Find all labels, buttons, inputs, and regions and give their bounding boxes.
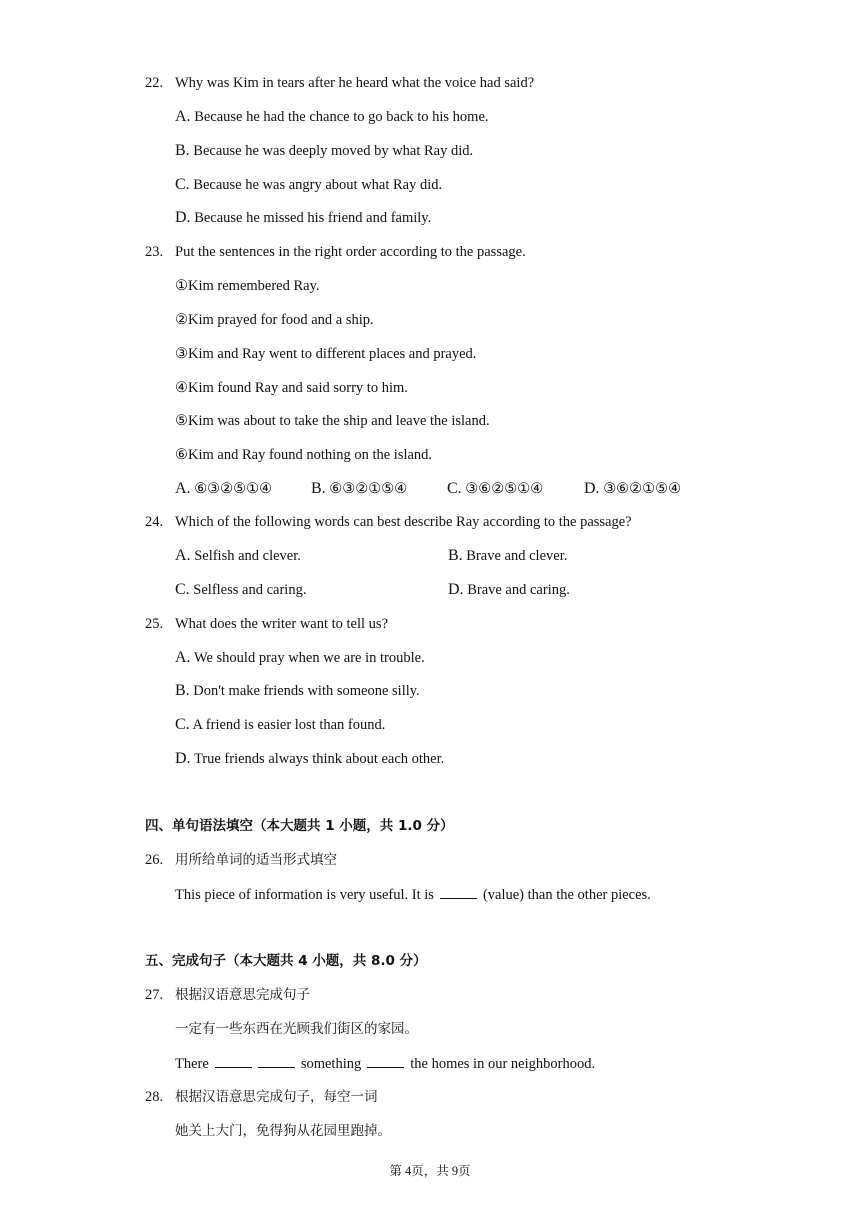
question-number: 27. [145,987,164,1003]
answer-blank[interactable] [367,1053,404,1068]
sentence-item: ①Kim remembered Ray. [175,278,320,294]
sentence-item: ⑤Kim was about to take the ship and leave the island. [175,413,490,429]
option-letter: D. [584,480,600,497]
question-text: What does the writer want to tell us? [175,616,389,632]
question-number: 25. [145,616,164,632]
page-footer: 第 4页，共 9页 [389,1164,471,1178]
option-c [175,175,442,195]
sentence-middle: something [300,1056,362,1072]
option-letter: D. [175,209,191,226]
option-text: Brave and caring. [467,582,570,598]
option-text: Don't make friends with someone silly. [193,683,420,699]
option-d [175,208,431,228]
question-number: 26. [145,852,164,868]
option-letter: D. [175,750,191,767]
option-letter: A. [175,108,191,125]
option-text: Selfish and clever. [194,548,301,564]
option-b [175,141,473,161]
option-text: True friends always think about each other. [193,751,445,767]
sentence-item: ⑥Kim and Ray found nothing on the island. [175,447,433,463]
sentence-end: the homes in our neighborhood. [410,1056,596,1072]
option-text: ③⑥②①⑤④ [603,481,682,497]
option-letter: C. [175,581,190,598]
answer-blank[interactable] [440,884,477,899]
option-text: Selfless and caring. [193,582,307,598]
option-text: ③⑥②⑤①④ [465,481,544,497]
question-text: Put the sentences in the right order according to the passage. [175,244,526,260]
option-a [175,546,301,566]
option-d [448,580,570,600]
option-d [584,479,681,499]
question-text: Which of the following words can best describe Ray according to the passage? [175,514,632,530]
sentence-item: ③Kim and Ray went to different places and prayed. [175,346,477,362]
option-text: ⑥③②⑤①④ [194,481,273,497]
section-heading: 四、单句语法填空（本大题共 1 小题，共 1.0 分） [145,818,454,834]
chinese-sentence: 她关上大门，免得狗从花园里跑掉。 [175,1123,391,1139]
sentence-item: ②Kim prayed for food and a ship. [175,312,374,328]
sentence-start: There [175,1056,209,1072]
option-text: Brave and clever. [466,548,568,564]
option-a [175,107,489,127]
option-c [175,715,385,735]
question-number: 24. [145,514,164,530]
option-letter: A. [175,480,191,497]
question-number: 28. [145,1089,164,1105]
option-text: ⑥③②①⑤④ [329,481,408,497]
question-text: 用所给单词的适当形式填空 [175,852,337,868]
question-text: 根据汉语意思完成句子，每空一词 [175,1089,378,1105]
option-letter: B. [448,547,463,564]
fill-in-sentence [175,884,651,905]
sentence-end: (value) than the other pieces. [482,887,651,903]
option-letter: A. [175,547,191,564]
option-c [175,580,306,600]
option-text: We should pray when we are in trouble. [193,650,425,666]
fill-in-sentence [175,1053,595,1074]
option-b [311,479,407,499]
question-number: 22. [145,75,164,91]
option-text: Because he was deeply moved by what Ray did. [193,143,474,159]
option-b [448,546,567,566]
question-text: Why was Kim in tears after he heard what the voice had said? [175,75,535,91]
question-number: 23. [145,244,164,260]
option-letter: B. [175,142,190,159]
chinese-sentence: 一定有一些东西在光顾我们街区的家园。 [175,1021,418,1037]
option-letter: C. [175,176,190,193]
option-letter: C. [175,716,190,733]
option-a [175,648,425,668]
option-text: Because he missed his friend and family. [194,210,432,226]
sentence-start: This piece of information is very useful. It is [175,887,434,903]
answer-blank[interactable] [215,1053,252,1068]
option-letter: A. [175,649,191,666]
option-letter: B. [175,682,190,699]
option-text: Because he had the chance to go back to his home. [194,109,489,125]
option-letter: B. [311,480,326,497]
section-heading: 五、完成句子（本大题共 4 小题，共 8.0 分） [145,953,427,969]
option-b [175,681,420,701]
sentence-item: ④Kim found Ray and said sorry to him. [175,380,408,396]
question-text: 根据汉语意思完成句子 [175,987,310,1003]
option-a [175,479,272,499]
answer-blank[interactable] [258,1053,295,1068]
option-d [175,749,444,769]
option-letter: D. [448,581,464,598]
option-text: Because he was angry about what Ray did. [193,177,443,193]
option-c [447,479,543,499]
option-letter: C. [447,480,462,497]
option-text: A friend is easier lost than found. [192,717,386,733]
